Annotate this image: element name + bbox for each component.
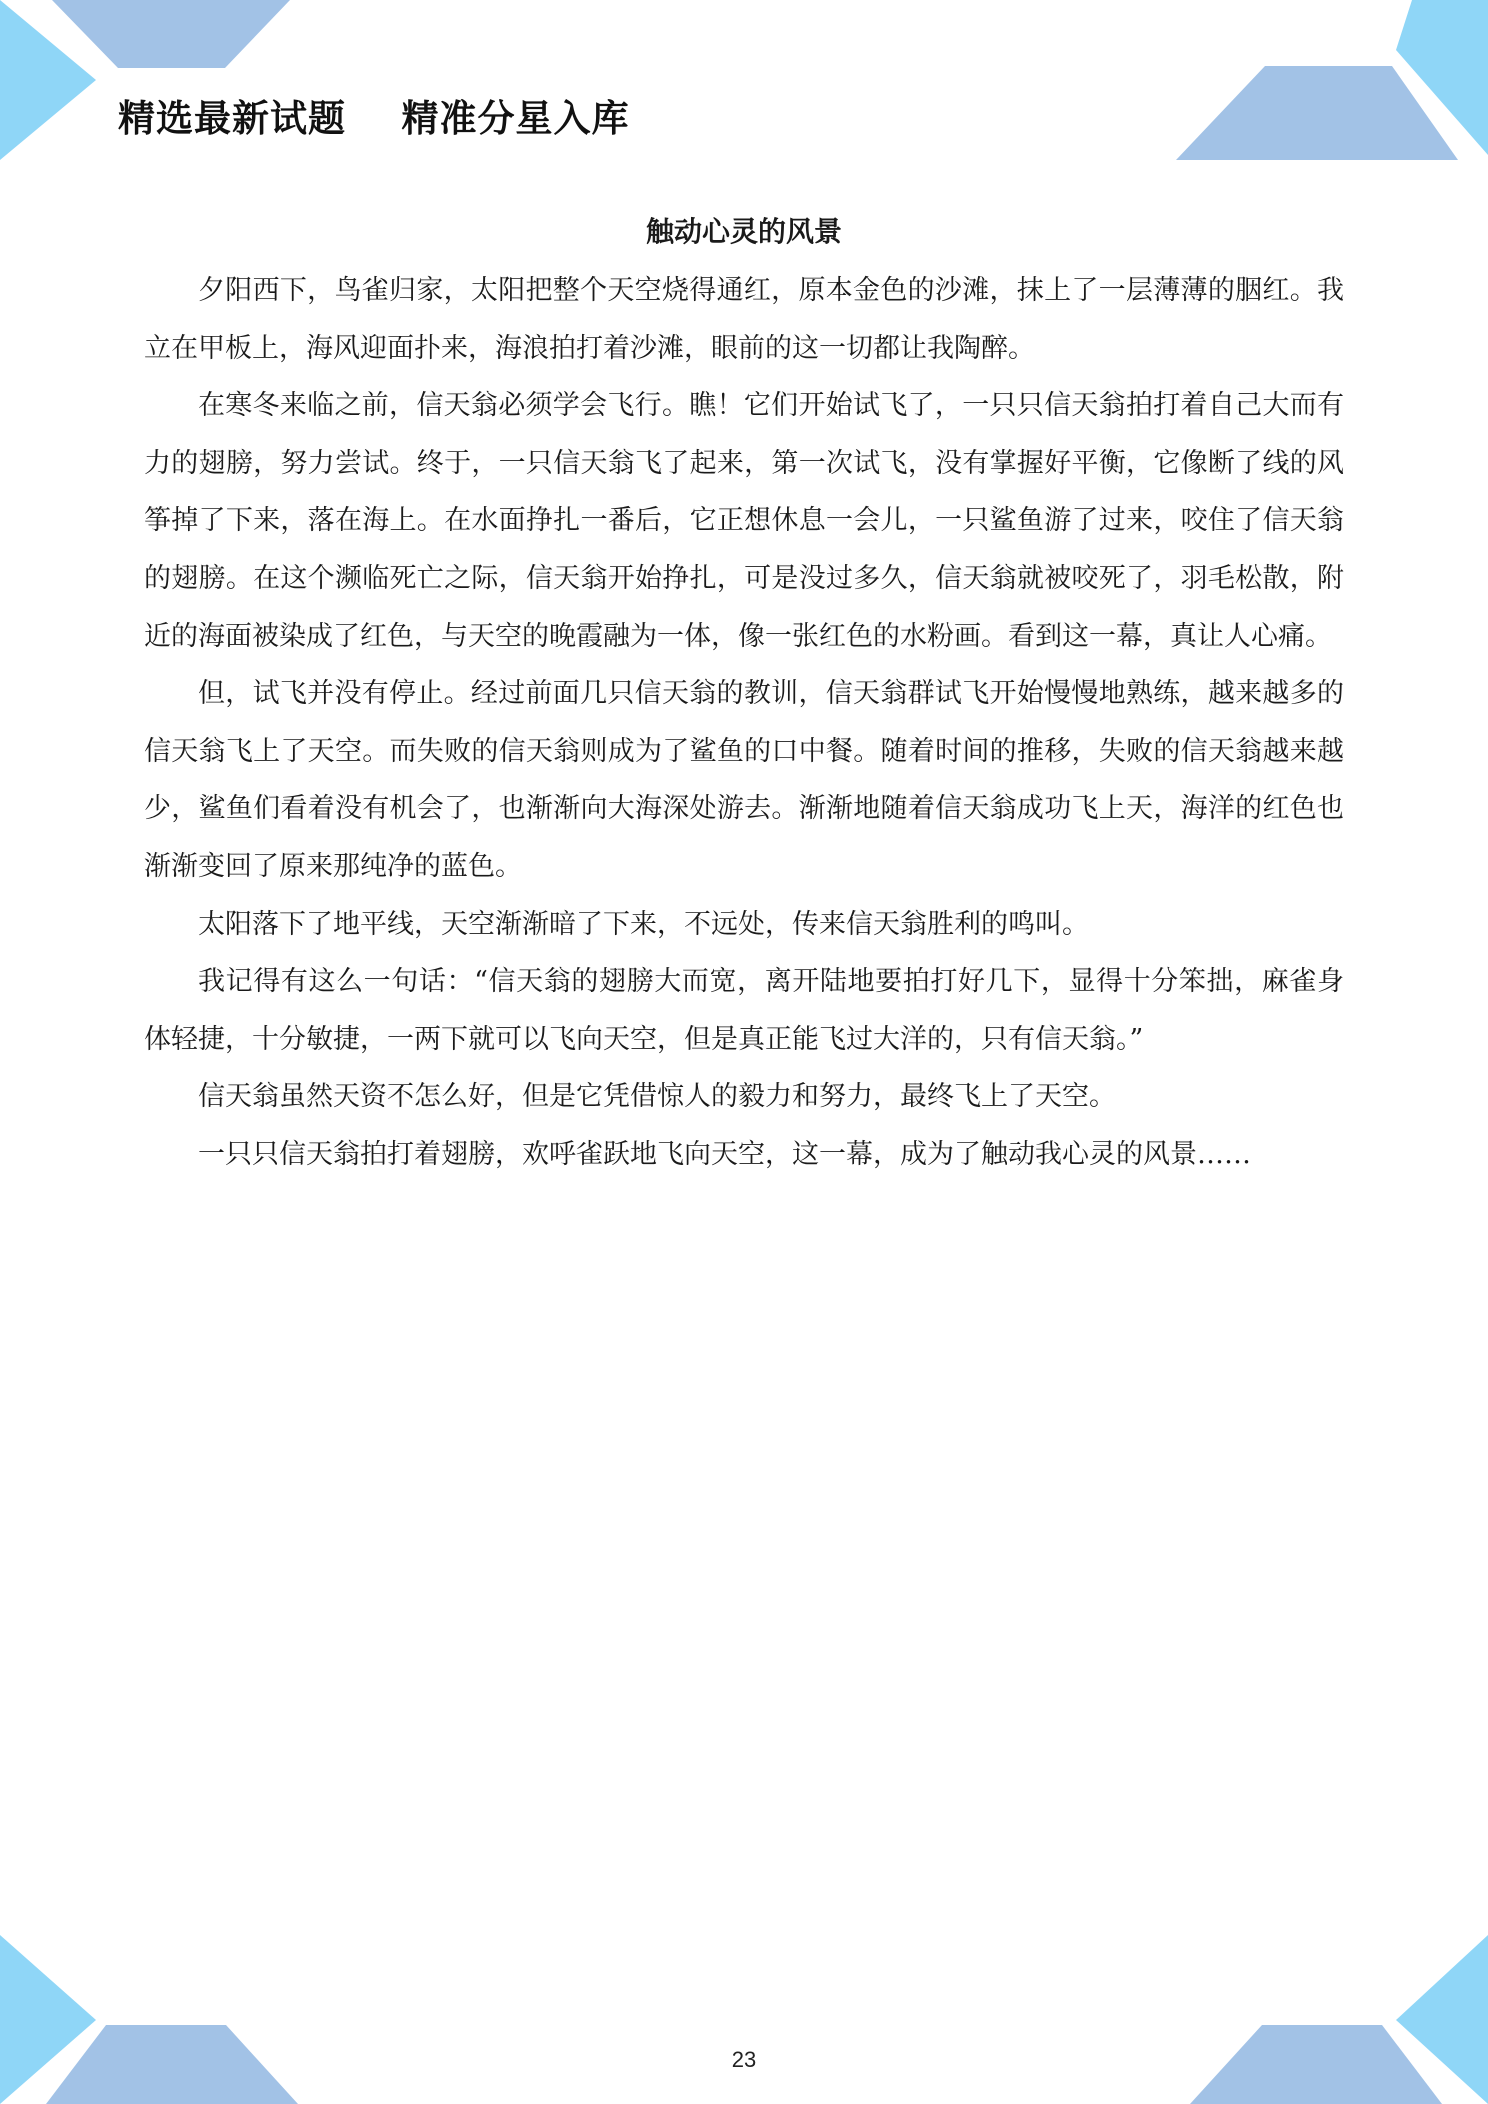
essay-paragraph-6: 信天翁虽然天资不怎么好，但是它凭借惊人的毅力和努力，最终飞上了天空。 [198,1081,1116,1113]
top-left-trapezoid [52,0,290,68]
essay-title: 触动心灵的风景 [645,215,842,248]
top-right-trapezoid [1176,66,1458,160]
essay-body [144,208,1344,1184]
essay-paragraph-1: 夕阳西下，鸟雀归家，太阳把整个天空烧得通红，原本金色的沙滩，抹上了一层薄薄的胭红。我立在甲板上，海风迎面扑来，海浪拍打着沙滩，眼前的这一切都让我陶醉。 [144,275,1344,364]
essay-paragraph-4: 太阳落下了地平线，天空渐渐暗了下来，不远处，传来信天翁胜利的鸣叫。 [198,908,1089,940]
header-banner-title: 精选最新试题 精准分星入库 [118,97,630,140]
essay-paragraph-2: 在寒冬来临之前，信天翁必须学会飞行。瞧！它们开始试飞了，一只只信天翁拍打着自己大而有力的翅膀，努力尝试。终于，一只信天翁飞了起来，第一次试飞，没有掌握好平衡，它像断了线的风筝掉了下来，落在海上。在水面挣扎一番后，它正想休息一会儿，一只鲨鱼游了过来，咬住了信天翁的翅膀。在这个濒临死亡之际，信天翁开始挣扎，可是没过多久，信天翁就被咬死了，羽毛松散，附近的海面被染成了红色，与天空的晚霞融为一体，像一张红色的水粉画。看到这一幕，真让人心痛。 [144,390,1344,652]
essay-paragraph-3: 但，试飞并没有停止。经过前面几只信天翁的教训，信天翁群试飞开始慢慢地熟练，越来越多的信天翁飞上了天空。而失败的信天翁则成为了鲨鱼的口中餐。随着时间的推移，失败的信天翁越来越少，鲨鱼们看着没有机会了，也渐渐向大海深处游去。渐渐地随着信天翁成功飞上天，海洋的红色也渐渐变回了原来那纯净的蓝色。 [144,678,1344,882]
essay-paragraph-5: 我记得有这么一句话：“信天翁的翅膀大而宽，离开陆地要拍打好几下，显得十分笨拙，麻雀身体轻捷，十分敏捷，一两下就可以飞向天空，但是真正能飞过大洋的，只有信天翁。” [144,966,1344,1055]
page-number: 23 [731,2047,757,2072]
essay-paragraph-7: 一只只信天翁拍打着翅膀，欢呼雀跃地飞向天空，这一幕，成为了触动我心灵的风景…… [198,1138,1251,1170]
